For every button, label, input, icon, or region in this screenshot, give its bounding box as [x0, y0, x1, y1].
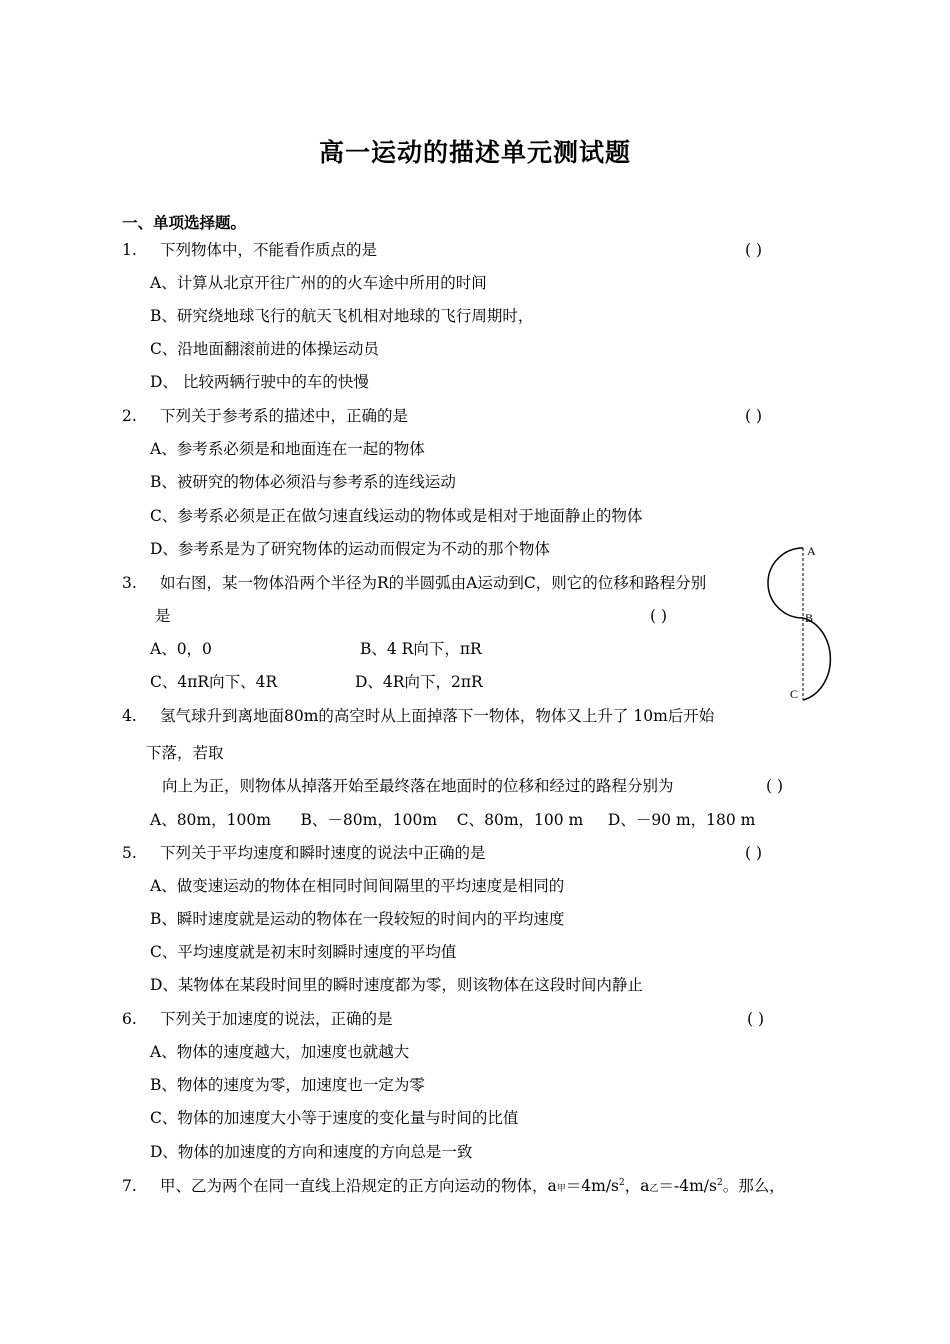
q6-option-b: B、物体的速度为零，加速度也一定为零: [150, 1076, 425, 1094]
q3-option-b: B、4 R向下，πR: [360, 640, 482, 658]
q2-option-a: A、参考系必须是和地面连在一起的物体: [150, 440, 425, 458]
q2-option-b: B、被研究的物体必须沿与参考系的连线运动: [150, 473, 456, 491]
upper-semicircle: [768, 548, 803, 618]
q6-number: 6.: [122, 1010, 137, 1028]
q5-option-a: A、做变速运动的物体在相同时间间隔里的平均速度是相同的: [150, 877, 565, 895]
q4-number: 4.: [122, 707, 137, 725]
q3-option-d: D、4R向下，2πR: [355, 673, 483, 691]
q1-option-a: A、计算从北京开往广州的的火车途中所用的时间: [150, 274, 487, 292]
point-c-label: C: [790, 687, 799, 701]
semicircle-path-figure: [755, 540, 845, 715]
q3-number: 3.: [122, 574, 137, 592]
q6-option-c: C、物体的加速度大小等于速度的变化量与时间的比值: [150, 1109, 519, 1127]
q3-option-c: C、4πR向下、4R: [150, 673, 278, 691]
q5-text: 下列关于平均速度和瞬时速度的说法中正确的是: [160, 844, 486, 862]
q5-number: 5.: [122, 844, 137, 862]
point-b-label: B: [805, 611, 814, 625]
q2-text: 下列关于参考系的描述中，正确的是: [160, 407, 409, 425]
section-heading: 一、单项选择题。: [122, 214, 247, 232]
q7-text: 甲、乙为两个在同一直线上沿规定的正方向运动的物体，a甲$=4m/s^2$，a乙$=-4m/s^2$。那么，: [160, 1177, 785, 1195]
q5-option-d: D、某物体在某段时间里的瞬时速度都为零，则该物体在这段时间内静止: [150, 976, 643, 994]
page-title: 高一运动的描述单元测试题: [318, 138, 631, 167]
q1-answer-blank: ( ): [745, 241, 763, 259]
q1-option-b: B、研究绕地球飞行的航天飞机相对地球的飞行周期时，: [150, 307, 534, 325]
q1-option-c: C、沿地面翻滚前进的体操运动员: [150, 340, 379, 358]
q4-answer-blank: ( ): [766, 777, 784, 795]
q3-text: 如右图，某一物体沿两个半径为R的半圆弧由A运动到C，则它的位移和路程分别: [160, 574, 707, 592]
q5-option-c: C、平均速度就是初末时刻瞬时速度的平均值: [150, 943, 457, 961]
q6-text: 下列关于加速度的说法，正确的是: [160, 1010, 393, 1028]
q5-answer-blank: ( ): [745, 844, 763, 862]
q2-option-c: C、参考系必须是正在做匀速直线运动的物体或是相对于地面静止的物体: [150, 507, 643, 525]
q7-number: 7.: [122, 1177, 137, 1195]
q1-number: 1.: [122, 241, 137, 259]
q5-option-b: B、瞬时速度就是运动的物体在一段较短的时间内的平均速度: [150, 910, 565, 928]
point-a-label: A: [807, 544, 816, 558]
q4-options: A、80m，100m B、－80m，100m C、80m，100 m D、－90 m，180 m: [150, 811, 756, 829]
q4-text: 氢气球升到离地面80m的高空时从上面掉落下一物体，物体又上升了 10m后开始: [160, 707, 715, 725]
q4-text-continued: 下落，若取: [146, 744, 224, 762]
q6-answer-blank: ( ): [747, 1010, 765, 1028]
q2-answer-blank: ( ): [745, 407, 763, 425]
q6-option-a: A、物体的速度越大，加速度也就越大: [150, 1043, 410, 1061]
q3-text-continued: 是: [155, 607, 171, 625]
lower-semicircle: [803, 618, 830, 700]
q3-option-a: A、0，0: [150, 640, 212, 658]
q6-option-d: D、物体的加速度的方向和速度的方向总是一致: [150, 1143, 473, 1161]
q4-text-continued-2: 向上为正，则物体从掉落开始至最终落在地面时的位移和经过的路程分别为: [162, 777, 674, 795]
q3-answer-blank: ( ): [650, 607, 668, 625]
q1-text: 下列物体中，不能看作质点的是: [160, 241, 378, 259]
q1-option-d: D、 比较两辆行驶中的车的快慢: [150, 373, 369, 391]
q2-number: 2.: [122, 407, 137, 425]
q2-option-d: D、参考系是为了研究物体的运动而假定为不动的那个物体: [150, 540, 550, 558]
